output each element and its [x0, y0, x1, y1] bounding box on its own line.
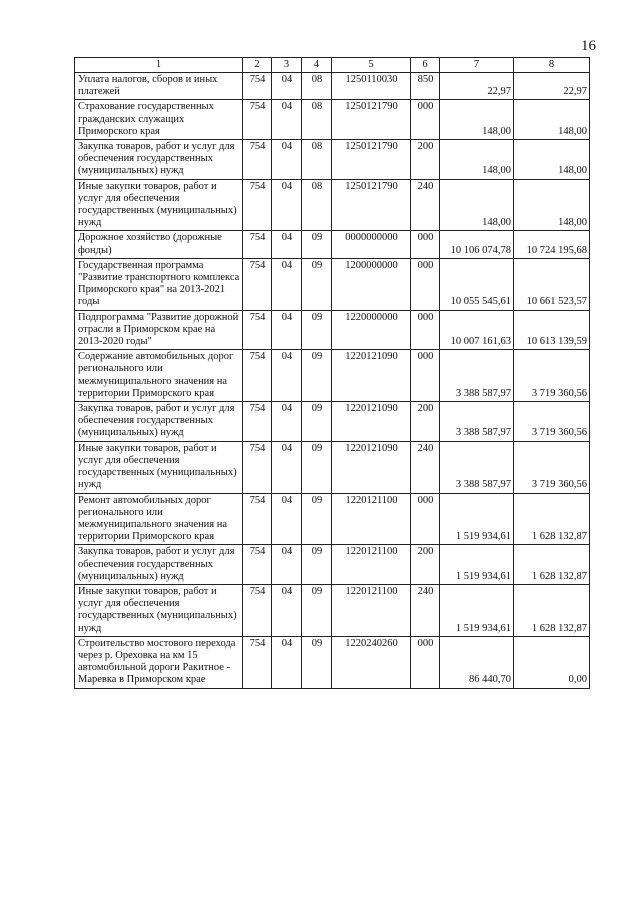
row-code-target: 1200000000: [332, 258, 411, 310]
row-code-target: 1220000000: [332, 310, 411, 350]
row-amount-col7: 86 440,70: [440, 636, 514, 688]
row-code-admin: 754: [243, 636, 272, 688]
row-amount-col7: 3 388 587,97: [440, 441, 514, 493]
row-amount-col7: 148,00: [440, 140, 514, 180]
row-code-section: 04: [272, 584, 302, 636]
row-code-subsection: 09: [302, 545, 332, 585]
column-header: 7: [440, 58, 514, 73]
row-name: Содержание автомобильных дорог регионального или межмуниципального значения на территории Приморского края: [75, 350, 243, 402]
row-name: Ремонт автомобильных дорог регионального или межмуниципального значения на территории Приморского края: [75, 493, 243, 545]
row-amount-col8: 0,00: [514, 636, 590, 688]
row-amount-col8: 148,00: [514, 140, 590, 180]
row-code-admin: 754: [243, 73, 272, 100]
row-code-target: 1250121790: [332, 140, 411, 180]
row-code-section: 04: [272, 493, 302, 545]
row-code-expense-type: 000: [411, 350, 440, 402]
row-code-section: 04: [272, 402, 302, 442]
row-code-expense-type: 000: [411, 493, 440, 545]
row-name: Подпрограмма "Развитие дорожной отрасли в Приморском крае на 2013-2020 годы": [75, 310, 243, 350]
row-code-subsection: 09: [302, 231, 332, 258]
row-code-admin: 754: [243, 441, 272, 493]
table-row: [75, 545, 590, 585]
row-amount-col8: 3 719 360,56: [514, 350, 590, 402]
row-name: Закупка товаров, работ и услуг для обеспечения государственных (муниципальных) нужд: [75, 140, 243, 180]
table-row: [75, 493, 590, 545]
table-row: [75, 584, 590, 636]
table-row: [75, 73, 590, 100]
table-row: [75, 441, 590, 493]
row-code-section: 04: [272, 231, 302, 258]
row-code-section: 04: [272, 441, 302, 493]
row-amount-col7: 10 055 545,61: [440, 258, 514, 310]
row-name: Страхование государственных гражданских служащих Приморского края: [75, 100, 243, 140]
row-amount-col7: 10 106 074,78: [440, 231, 514, 258]
row-amount-col8: 10 661 523,57: [514, 258, 590, 310]
row-code-subsection: 09: [302, 310, 332, 350]
column-header: 4: [302, 58, 332, 73]
row-code-section: 04: [272, 140, 302, 180]
row-amount-col7: 1 519 934,61: [440, 584, 514, 636]
row-code-expense-type: 200: [411, 140, 440, 180]
row-name: Уплата налогов, сборов и иных платежей: [75, 73, 243, 100]
row-amount-col8: 1 628 132,87: [514, 545, 590, 585]
row-code-admin: 754: [243, 179, 272, 231]
row-code-subsection: 08: [302, 73, 332, 100]
table-row: [75, 350, 590, 402]
row-name: Государственная программа "Развитие транспортного комплекса Приморского края" на 2013-2021 годы: [75, 258, 243, 310]
row-amount-col8: 148,00: [514, 179, 590, 231]
row-code-expense-type: 000: [411, 258, 440, 310]
row-code-target: 1250121790: [332, 100, 411, 140]
table-row: [75, 231, 590, 258]
row-amount-col8: 10 613 139,59: [514, 310, 590, 350]
row-code-expense-type: 200: [411, 402, 440, 442]
row-name: Иные закупки товаров, работ и услуг для обеспечения государственных (муниципальных) нужд: [75, 441, 243, 493]
page-number: 16: [581, 38, 596, 54]
row-code-target: 1220121100: [332, 584, 411, 636]
row-amount-col8: 22,97: [514, 73, 590, 100]
row-name: Строительство мостового перехода через р. Ореховка на км 15 автомобильной дороги Ракитное - Маревка в Приморском крае: [75, 636, 243, 688]
row-code-admin: 754: [243, 584, 272, 636]
row-name: Дорожное хозяйство (дорожные фонды): [75, 231, 243, 258]
row-code-admin: 754: [243, 545, 272, 585]
row-name: Закупка товаров, работ и услуг для обеспечения государственных (муниципальных) нужд: [75, 402, 243, 442]
row-code-target: 1220240260: [332, 636, 411, 688]
row-code-target: 1220121090: [332, 402, 411, 442]
row-code-section: 04: [272, 350, 302, 402]
row-code-expense-type: 000: [411, 636, 440, 688]
row-code-section: 04: [272, 73, 302, 100]
row-amount-col7: 148,00: [440, 100, 514, 140]
row-code-expense-type: 240: [411, 441, 440, 493]
row-amount-col8: 3 719 360,56: [514, 402, 590, 442]
row-code-target: 1220121100: [332, 545, 411, 585]
column-header: 1: [75, 58, 243, 73]
row-code-admin: 754: [243, 100, 272, 140]
row-code-admin: 754: [243, 231, 272, 258]
row-code-admin: 754: [243, 310, 272, 350]
row-code-expense-type: 850: [411, 73, 440, 100]
row-amount-col8: 1 628 132,87: [514, 584, 590, 636]
row-code-section: 04: [272, 258, 302, 310]
row-amount-col8: 3 719 360,56: [514, 441, 590, 493]
row-code-admin: 754: [243, 493, 272, 545]
row-code-subsection: 09: [302, 441, 332, 493]
row-code-target: 1250121790: [332, 179, 411, 231]
row-code-subsection: 09: [302, 402, 332, 442]
row-code-target: 1220121090: [332, 350, 411, 402]
row-amount-col7: 3 388 587,97: [440, 402, 514, 442]
row-code-subsection: 08: [302, 179, 332, 231]
row-code-subsection: 09: [302, 258, 332, 310]
row-code-admin: 754: [243, 402, 272, 442]
row-code-subsection: 09: [302, 636, 332, 688]
row-code-subsection: 09: [302, 350, 332, 402]
row-amount-col7: 10 007 161,63: [440, 310, 514, 350]
row-code-target: 1220121090: [332, 441, 411, 493]
column-header: 6: [411, 58, 440, 73]
row-code-expense-type: 000: [411, 310, 440, 350]
table-row: [75, 636, 590, 688]
row-name: Иные закупки товаров, работ и услуг для обеспечения государственных (муниципальных) нужд: [75, 179, 243, 231]
column-header: 5: [332, 58, 411, 73]
row-code-expense-type: 000: [411, 100, 440, 140]
row-code-section: 04: [272, 545, 302, 585]
row-code-expense-type: 200: [411, 545, 440, 585]
column-header: 3: [272, 58, 302, 73]
row-amount-col8: 10 724 195,68: [514, 231, 590, 258]
row-amount-col8: 1 628 132,87: [514, 493, 590, 545]
column-header: 8: [514, 58, 590, 73]
budget-table: [74, 57, 590, 689]
row-code-section: 04: [272, 179, 302, 231]
row-code-section: 04: [272, 636, 302, 688]
table-row: [75, 140, 590, 180]
row-code-target: 1220121100: [332, 493, 411, 545]
row-code-section: 04: [272, 310, 302, 350]
row-amount-col7: 22,97: [440, 73, 514, 100]
row-code-expense-type: 240: [411, 179, 440, 231]
row-code-subsection: 09: [302, 493, 332, 545]
row-name: Закупка товаров, работ и услуг для обеспечения государственных (муниципальных) нужд: [75, 545, 243, 585]
row-amount-col8: 148,00: [514, 100, 590, 140]
row-name: Иные закупки товаров, работ и услуг для обеспечения государственных (муниципальных) нужд: [75, 584, 243, 636]
row-code-admin: 754: [243, 140, 272, 180]
row-code-admin: 754: [243, 258, 272, 310]
row-code-target: 1250110030: [332, 73, 411, 100]
row-code-section: 04: [272, 100, 302, 140]
row-code-admin: 754: [243, 350, 272, 402]
row-amount-col7: 148,00: [440, 179, 514, 231]
row-amount-col7: 1 519 934,61: [440, 493, 514, 545]
row-code-subsection: 08: [302, 100, 332, 140]
table-row: [75, 402, 590, 442]
table-header-row: [75, 58, 590, 73]
row-code-subsection: 08: [302, 140, 332, 180]
table-row: [75, 258, 590, 310]
row-code-expense-type: 000: [411, 231, 440, 258]
row-code-subsection: 09: [302, 584, 332, 636]
table-row: [75, 310, 590, 350]
column-header: 2: [243, 58, 272, 73]
table-row: [75, 100, 590, 140]
table-row: [75, 179, 590, 231]
row-amount-col7: 3 388 587,97: [440, 350, 514, 402]
row-code-expense-type: 240: [411, 584, 440, 636]
row-code-target: 0000000000: [332, 231, 411, 258]
row-amount-col7: 1 519 934,61: [440, 545, 514, 585]
